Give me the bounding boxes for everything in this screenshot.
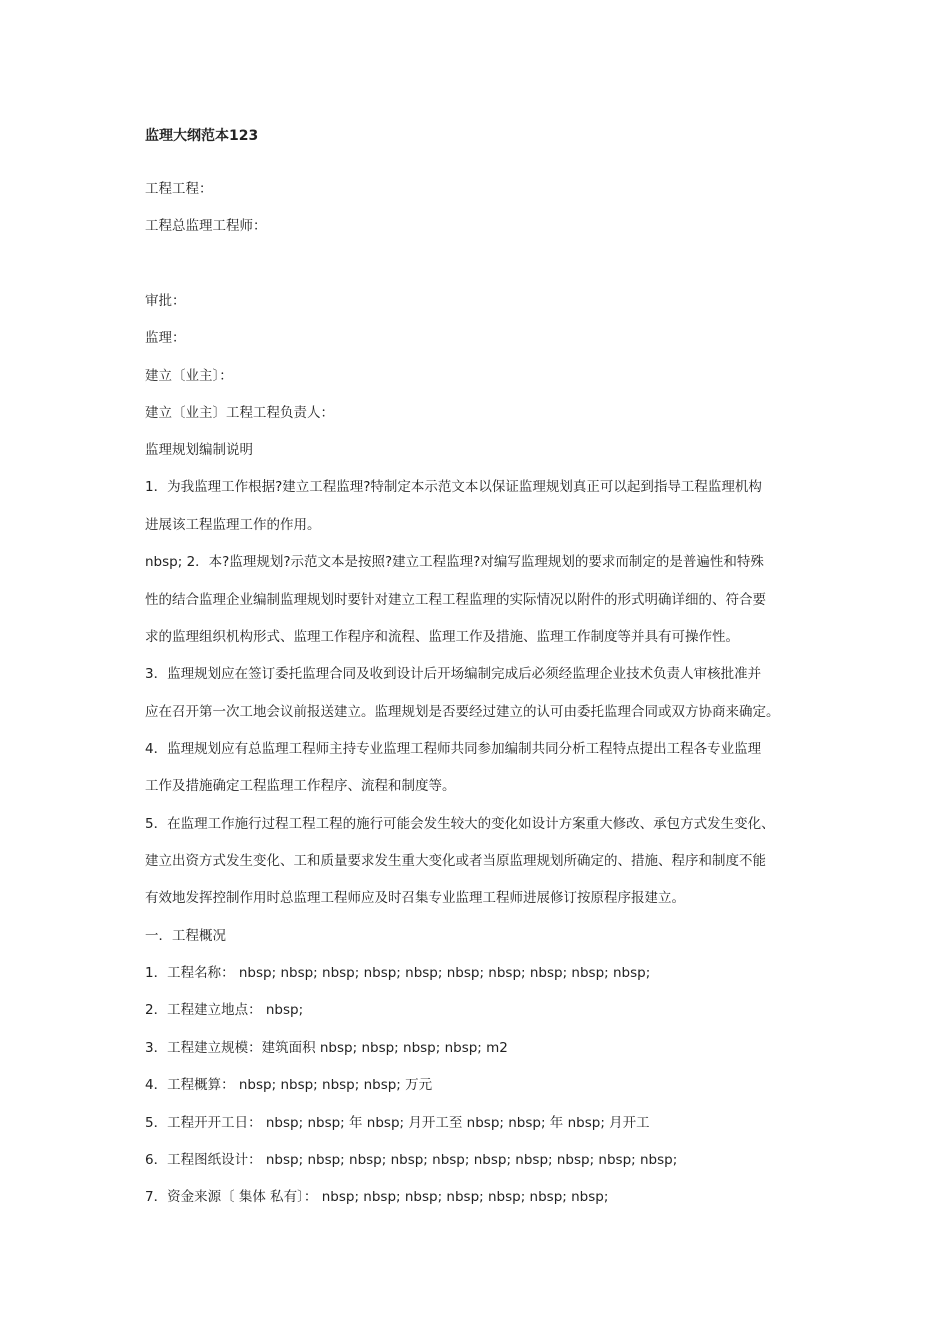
body-line: 应在召开第一次工地会议前报送建立。监理规划是否要经过建立的认可由委托监理合同或双方协商来确定。 [145,704,780,720]
overview-line: 6．工程图纸设计： nbsp; nbsp; nbsp; nbsp; nbsp; nbsp; nbsp; nbsp; nbsp; nbsp; [145,1152,678,1168]
overview-line: 3．工程建立规模：建筑面积 nbsp; nbsp; nbsp; nbsp; m2 [145,1040,508,1056]
body-line: 5．在监理工作施行过程工程工程的施行可能会发生较大的变化如设计方案重大修改、承包方式发生变化、 [145,816,775,832]
overview-line: 7．资金来源〔 集体 私有〕： nbsp; nbsp; nbsp; nbsp; nbsp; nbsp; nbsp; [145,1189,609,1205]
body-line: 求的监理组织机构形式、监理工作程序和流程、监理工作及措施、监理工作制度等并具有可操作性。 [145,629,739,645]
body-line: 建立出资方式发生变化、工和质量要求发生重大变化或者当原监理规划所确定的、措施、程序和制度不能 [145,853,766,869]
body-line: 有效地发挥控制作用时总监理工程师应及时召集专业监理工程师进展修订按原程序报建立。 [145,890,685,906]
header-line-owner-manager: 建立〔业主〕工程工程负责人： [145,405,334,421]
document-title: 监理大纲范本123 [145,128,259,144]
header-line-project: 工程工程： [145,181,213,197]
header-line-chief-engineer: 工程总监理工程师： [145,218,267,234]
body-line: 3．监理规划应在签订委托监理合同及收到设计后开场编制完成后必须经监理企业技术负责人审核批准并 [145,666,762,682]
overview-line: 1．工程名称： nbsp; nbsp; nbsp; nbsp; nbsp; nbsp; nbsp; nbsp; nbsp; nbsp; [145,965,651,981]
body-line: 4．监理规划应有总监理工程师主持专业监理工程师共同参加编制共同分析工程特点提出工程各专业监理 [145,741,762,757]
overview-line: 4．工程概算： nbsp; nbsp; nbsp; nbsp; 万元 [145,1077,433,1093]
body-line: 1．为我监理工作根据?建立工程监理?特制定本示范文本以保证监理规划真正可以起到指导工程监理机构 [145,479,762,495]
body-line: 工作及措施确定工程监理工作程序、流程和制度等。 [145,778,456,794]
overview-heading: 一．工程概况 [145,928,226,944]
section-heading: 监理规划编制说明 [145,442,253,458]
body-line: 进展该工程监理工作的作用。 [145,517,321,533]
header-line-supervision: 监理： [145,330,186,346]
overview-line: 2．工程建立地点： nbsp; [145,1002,304,1018]
header-line-approval: 审批： [145,293,186,309]
header-line-owner: 建立〔业主〕： [145,368,233,384]
overview-line: 5．工程开开工日： nbsp; nbsp; 年 nbsp; 月开工至 nbsp; nbsp; 年 nbsp; 月开工 [145,1115,650,1131]
body-line: 性的结合监理企业编制监理规划时要针对建立工程工程监理的实际情况以附件的形式明确详细的、符合要 [145,592,766,608]
body-line: nbsp; 2．本?监理规划?示范文本是按照?建立工程监理?对编写监理规划的要求而制定的是普遍性和特殊 [145,554,764,570]
